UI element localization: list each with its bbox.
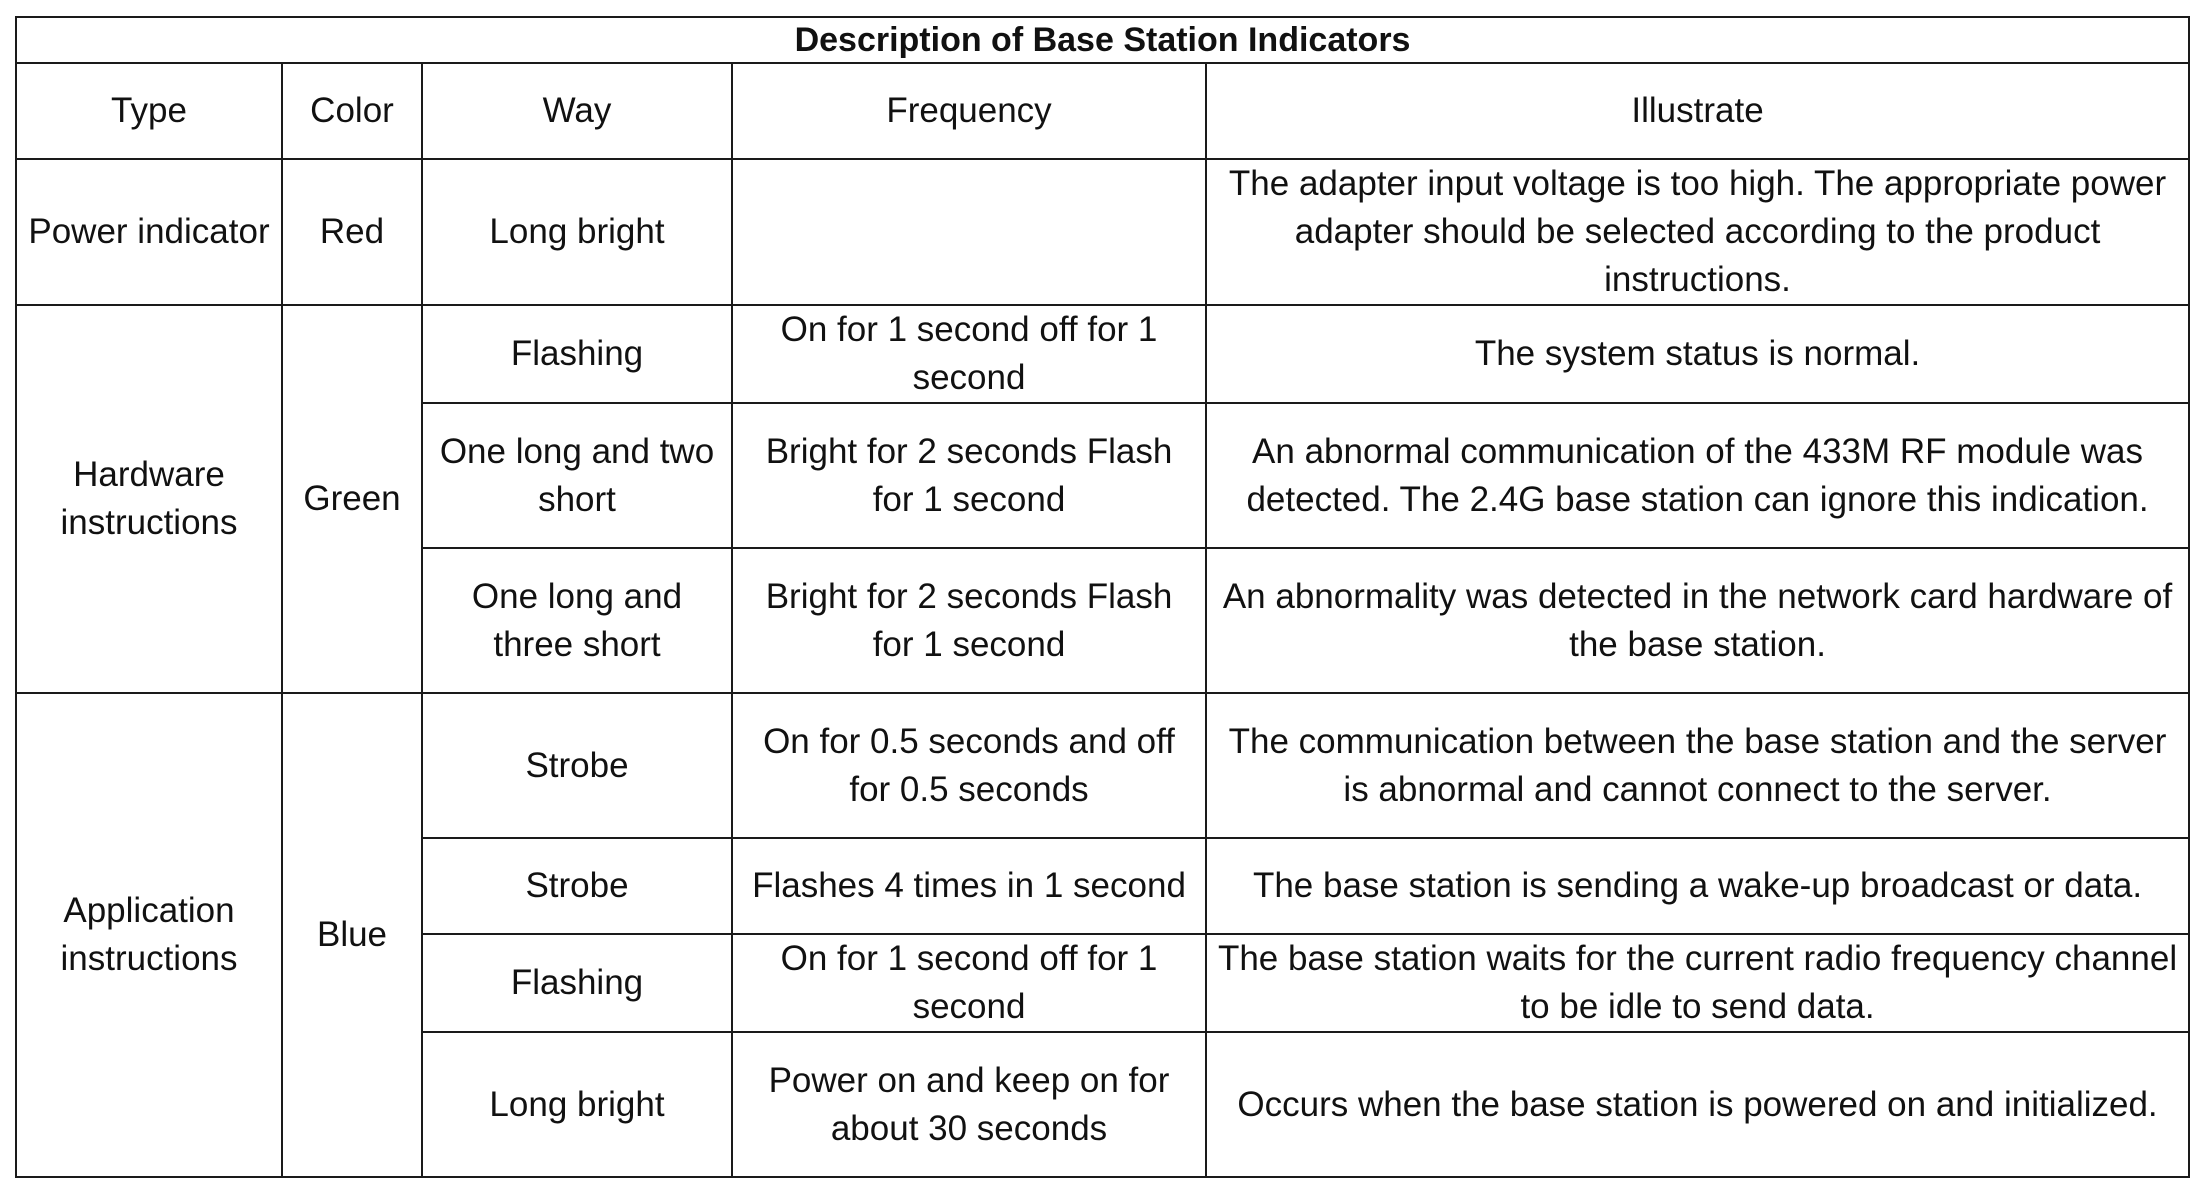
illustrate-cell: The communication between the base station and the server is abnormal and cannot connect to the server.	[1206, 693, 2189, 838]
frequency-cell: On for 1 second off for 1 second	[732, 934, 1206, 1032]
type-text: Hardware instructions	[60, 455, 238, 542]
frequency-cell	[732, 159, 1206, 305]
frequency-cell: Bright for 2 seconds Flash for 1 second	[732, 403, 1206, 548]
table-title-row	[16, 17, 2189, 63]
color-cell: Blue	[282, 693, 422, 1177]
color-cell: Green	[282, 305, 422, 693]
illustrate-cell: Occurs when the base station is powered on and initialized.	[1206, 1032, 2189, 1177]
header-illustrate: Illustrate	[1206, 63, 2189, 159]
color-cell: Red	[282, 159, 422, 305]
way-cell: Flashing	[422, 305, 732, 403]
illustrate-cell: The base station waits for the current radio frequency channel to be idle to send data.	[1206, 934, 2189, 1032]
header-type: Type	[16, 63, 282, 159]
type-text: Application instructions	[60, 891, 238, 978]
header-way: Way	[422, 63, 732, 159]
header-frequency: Frequency	[732, 63, 1206, 159]
type-cell: Power indicator	[16, 159, 282, 305]
way-cell: One long and two short	[422, 403, 732, 548]
illustrate-cell: The system status is normal.	[1206, 305, 2189, 403]
header-color: Color	[282, 63, 422, 159]
frequency-cell: Flashes 4 times in 1 second	[732, 838, 1206, 934]
illustrate-cell: The adapter input voltage is too high. The appropriate power adapter should be selected according to the product instructions.	[1206, 159, 2189, 305]
illustrate-cell: The base station is sending a wake-up broadcast or data.	[1206, 838, 2189, 934]
way-cell: One long and three short	[422, 548, 732, 693]
frequency-cell: Power on and keep on for about 30 seconds	[732, 1032, 1206, 1177]
frequency-cell: On for 0.5 seconds and off for 0.5 seconds	[732, 693, 1206, 838]
way-cell: Long bright	[422, 159, 732, 305]
table-row	[16, 159, 2189, 305]
type-cell	[16, 305, 282, 693]
frequency-cell: On for 1 second off for 1 second	[732, 305, 1206, 403]
table-title: Description of Base Station Indicators	[16, 17, 2189, 63]
illustrate-cell: An abnormal communication of the 433M RF module was detected. The 2.4G base station can ignore this indication.	[1206, 403, 2189, 548]
type-cell	[16, 693, 282, 1177]
illustrate-cell: An abnormality was detected in the network card hardware of the base station.	[1206, 548, 2189, 693]
way-cell: Strobe	[422, 838, 732, 934]
table-row	[16, 693, 2189, 838]
way-cell: Strobe	[422, 693, 732, 838]
way-cell: Flashing	[422, 934, 732, 1032]
table-row	[16, 305, 2189, 403]
indicator-description-table	[15, 16, 2190, 1178]
frequency-cell: Bright for 2 seconds Flash for 1 second	[732, 548, 1206, 693]
way-cell: Long bright	[422, 1032, 732, 1177]
table-header-row	[16, 63, 2189, 159]
